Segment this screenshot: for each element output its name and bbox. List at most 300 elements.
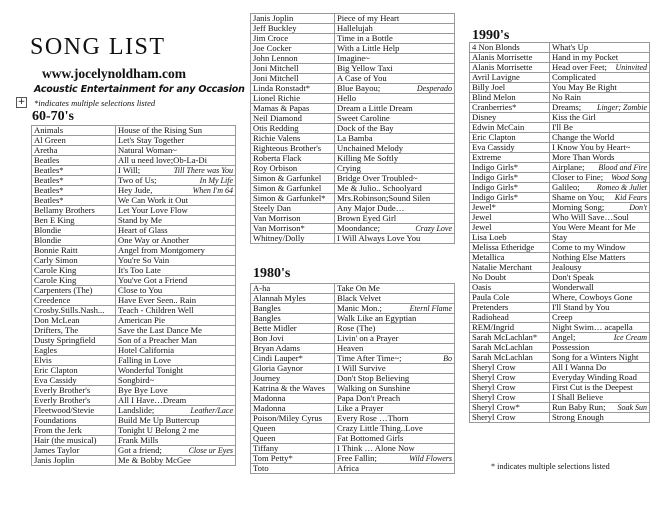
- song-row: [470, 373, 650, 383]
- song-row: [32, 406, 236, 416]
- song-row: [251, 34, 455, 44]
- artist-cell: Indigo Girls*: [470, 183, 550, 193]
- artist-cell: Pretenders: [470, 303, 550, 313]
- song-row: [470, 363, 650, 373]
- song-row: [251, 134, 455, 144]
- artist-cell: Everly Brother's: [32, 396, 116, 406]
- alt-song-title: Eternl Flame: [409, 304, 452, 313]
- artist-cell: Madonna: [251, 394, 335, 404]
- song-cell: Stay: [550, 233, 650, 243]
- song-row: [470, 353, 650, 363]
- song-cell: Hotel California: [116, 346, 236, 356]
- tagline: Acoustic Entertainment for any Occasion: [34, 84, 245, 95]
- artist-cell: John Lennon: [251, 54, 335, 64]
- alt-song-title: Linger; Zombie: [597, 103, 647, 112]
- artist-cell: Cindi Lauper*: [251, 354, 335, 364]
- song-cell: Any Major Dude…: [335, 204, 455, 214]
- song-cell: Song for a Winters Night: [550, 353, 650, 363]
- artist-cell: No Doubt: [470, 273, 550, 283]
- artist-cell: Melissa Etheridge: [470, 243, 550, 253]
- artist-cell: Joni Mitchell: [251, 74, 335, 84]
- song-row: [470, 193, 650, 203]
- song-row: [251, 224, 455, 234]
- song-row: [32, 196, 236, 206]
- song-title: Galileo;: [552, 182, 580, 192]
- song-cell: All I Have…Dream: [116, 396, 236, 406]
- song-row: [32, 426, 236, 436]
- artist-cell: Eric Clapton: [32, 366, 116, 376]
- song-cell: I Will Survive: [335, 364, 455, 374]
- song-cell: Bye Bye Love: [116, 386, 236, 396]
- song-cell: Wonderwall: [550, 283, 650, 293]
- artist-cell: Sheryl Crow: [470, 383, 550, 393]
- artist-cell: Tiffany: [251, 444, 335, 454]
- song-row: [251, 424, 455, 434]
- song-row: [470, 313, 650, 323]
- song-table-60-70s-continued: [250, 13, 455, 244]
- song-row: [32, 286, 236, 296]
- artist-cell: Tom Petty*: [251, 454, 335, 464]
- artist-cell: Whitney/Dolly: [251, 234, 335, 244]
- song-row: [470, 73, 650, 83]
- artist-cell: Sheryl Crow: [470, 363, 550, 373]
- song-cell: Son of a Preacher Man: [116, 336, 236, 346]
- artist-cell: A-ha: [251, 284, 335, 294]
- song-cell: Africa: [335, 464, 455, 474]
- website-url[interactable]: www.jocelynoldham.com: [42, 66, 186, 81]
- artist-cell: Simon & Garfunkel: [251, 174, 335, 184]
- song-cell: With a Little Help: [335, 44, 455, 54]
- song-row: [470, 403, 650, 413]
- song-cell: Don't Speak: [550, 273, 650, 283]
- song-row: [470, 233, 650, 243]
- song-cell: You're So Vain: [116, 256, 236, 266]
- song-row: [32, 346, 236, 356]
- alt-song-title: Kid Fears: [614, 193, 647, 202]
- expand-icon[interactable]: +: [17, 97, 26, 107]
- song-row: [251, 74, 455, 84]
- song-row: [251, 454, 455, 464]
- song-row: [251, 284, 455, 294]
- song-row: [251, 374, 455, 384]
- artist-cell: Poison/Miley Cyrus: [251, 414, 335, 424]
- alt-song-title: Wild Flowers: [409, 454, 452, 463]
- song-cell: Angel from Montgomery: [116, 246, 236, 256]
- song-cell: All u need love;Ob-La-Di: [116, 156, 236, 166]
- artist-cell: Righteous Brother's: [251, 144, 335, 154]
- song-cell: Crying: [335, 164, 455, 174]
- alt-song-title: Blood and Fire: [598, 163, 647, 172]
- artist-cell: REM/Ingrid: [470, 323, 550, 333]
- artist-cell: Don McLean: [32, 316, 116, 326]
- song-row: [470, 143, 650, 153]
- song-row: [470, 93, 650, 103]
- artist-cell: Alannah Myles: [251, 294, 335, 304]
- song-row: [251, 364, 455, 374]
- song-cell: [335, 224, 455, 234]
- song-cell: Tonight U Belong 2 me: [116, 426, 236, 436]
- artist-cell: Ben E King: [32, 216, 116, 226]
- song-cell: Natural Woman~: [116, 146, 236, 156]
- song-row: [470, 263, 650, 273]
- artist-cell: Van Morrison: [251, 214, 335, 224]
- song-title: Time After Time~;: [337, 353, 402, 363]
- song-row: [251, 124, 455, 134]
- song-row: [251, 64, 455, 74]
- song-row: [470, 113, 650, 123]
- song-cell: Rose (The): [335, 324, 455, 334]
- artist-cell: Jewel: [470, 223, 550, 233]
- song-cell: You May Be Right: [550, 83, 650, 93]
- song-row: [251, 184, 455, 194]
- song-title: Free Fallin;: [337, 453, 377, 463]
- artist-cell: Carly Simon: [32, 256, 116, 266]
- artist-cell: Janis Joplin: [251, 14, 335, 24]
- song-cell: Creep: [550, 313, 650, 323]
- song-row: [470, 303, 650, 313]
- artist-cell: Creedence: [32, 296, 116, 306]
- artist-cell: Indigo Girls*: [470, 193, 550, 203]
- song-cell: What's Up: [550, 43, 650, 53]
- song-cell: Close to You: [116, 286, 236, 296]
- artist-cell: Eva Cassidy: [32, 376, 116, 386]
- song-cell: [550, 103, 650, 113]
- song-table-1990s: [469, 42, 650, 423]
- song-cell: Me & Julio.. Schoolyard: [335, 184, 455, 194]
- song-row: [470, 343, 650, 353]
- song-title: I Will;: [118, 165, 141, 175]
- artist-cell: Elvis: [32, 356, 116, 366]
- song-cell: [550, 203, 650, 213]
- song-cell: [116, 446, 236, 456]
- song-cell: Hand in my Pocket: [550, 53, 650, 63]
- song-row: [470, 123, 650, 133]
- artist-cell: Sarah McLachlan: [470, 343, 550, 353]
- song-row: [32, 296, 236, 306]
- song-cell: [116, 186, 236, 196]
- artist-cell: Alanis Morrisette: [470, 63, 550, 73]
- song-cell: I Will Always Love You: [335, 234, 455, 244]
- artist-cell: Katrina & the Waves: [251, 384, 335, 394]
- song-cell: [550, 163, 650, 173]
- artist-cell: Queen: [251, 424, 335, 434]
- song-cell: Build Me Up Buttercup: [116, 416, 236, 426]
- song-row: [470, 223, 650, 233]
- song-cell: You Were Meant for Me: [550, 223, 650, 233]
- song-row: [32, 366, 236, 376]
- song-row: [251, 104, 455, 114]
- song-cell: Where, Cowboys Gone: [550, 293, 650, 303]
- song-row: [470, 393, 650, 403]
- artist-cell: Dusty Springfield: [32, 336, 116, 346]
- song-cell: Let's Stay Together: [116, 136, 236, 146]
- song-row: [470, 83, 650, 93]
- song-row: [32, 416, 236, 426]
- song-row: [251, 394, 455, 404]
- song-row: [251, 54, 455, 64]
- song-row: [32, 126, 236, 136]
- alt-song-title: When I'm 64: [192, 186, 233, 195]
- artist-cell: Indigo Girls*: [470, 163, 550, 173]
- song-row: [32, 256, 236, 266]
- artist-cell: 4 Non Blonds: [470, 43, 550, 53]
- song-cell: Have Ever Seen.. Rain: [116, 296, 236, 306]
- song-cell: A Case of You: [335, 74, 455, 84]
- song-cell: Mrs.Robinson;Sound Silen: [335, 194, 455, 204]
- artist-cell: Bangles: [251, 304, 335, 314]
- artist-cell: Extreme: [470, 153, 550, 163]
- artist-cell: Joni Mitchell: [251, 64, 335, 74]
- artist-cell: Lisa Loeb: [470, 233, 550, 243]
- song-row: [470, 43, 650, 53]
- song-cell: Let Your Love Flow: [116, 206, 236, 216]
- song-row: [32, 146, 236, 156]
- artist-cell: Bonnie Raitt: [32, 246, 116, 256]
- song-cell: Come to my Window: [550, 243, 650, 253]
- artist-cell: Metallica: [470, 253, 550, 263]
- song-row: [251, 414, 455, 424]
- song-cell: Imagine~: [335, 54, 455, 64]
- artist-cell: Jeff Buckley: [251, 24, 335, 34]
- song-row: [32, 276, 236, 286]
- artist-cell: Crosby.Stills.Nash...: [32, 306, 116, 316]
- artist-cell: Blondie: [32, 236, 116, 246]
- song-row: [470, 243, 650, 253]
- artist-cell: Natalie Merchant: [470, 263, 550, 273]
- song-cell: [116, 166, 236, 176]
- artist-cell: Queen: [251, 434, 335, 444]
- artist-cell: Foundations: [32, 416, 116, 426]
- song-row: [32, 436, 236, 446]
- song-cell: We Can Work it Out: [116, 196, 236, 206]
- song-cell: [335, 354, 455, 364]
- artist-cell: Janis Joplin: [32, 456, 116, 466]
- artist-cell: Mamas & Papas: [251, 104, 335, 114]
- artist-cell: Roy Orbison: [251, 164, 335, 174]
- artist-cell: James Taylor: [32, 446, 116, 456]
- artist-cell: Edwin McCain: [470, 123, 550, 133]
- song-row: [470, 413, 650, 423]
- song-row: [32, 326, 236, 336]
- song-row: [470, 273, 650, 283]
- song-cell: I Know You by Heart~: [550, 143, 650, 153]
- song-cell: Heaven: [335, 344, 455, 354]
- song-title: Hey Jude,: [118, 185, 153, 195]
- artist-cell: Sarah McLachlan: [470, 353, 550, 363]
- artist-cell: Jim Croce: [251, 34, 335, 44]
- artist-cell: Simon & Garfunkel*: [251, 194, 335, 204]
- artist-cell: Otis Redding: [251, 124, 335, 134]
- artist-cell: Blondie: [32, 226, 116, 236]
- artist-cell: Paula Cole: [470, 293, 550, 303]
- song-row: [251, 444, 455, 454]
- song-cell: It's Too Late: [116, 266, 236, 276]
- song-row: [32, 266, 236, 276]
- song-row: [32, 306, 236, 316]
- artist-cell: Drifters, The: [32, 326, 116, 336]
- artist-cell: Gloria Gaynor: [251, 364, 335, 374]
- song-row: [470, 163, 650, 173]
- song-title: Run Baby Run;: [552, 402, 606, 412]
- song-cell: Complicated: [550, 73, 650, 83]
- song-row: [251, 404, 455, 414]
- song-title: Closer to Fine;: [552, 172, 604, 182]
- alt-song-title: In My Life: [199, 176, 233, 185]
- song-cell: Songbird~: [116, 376, 236, 386]
- alt-song-title: Leather/Lace: [190, 406, 233, 415]
- song-row: [251, 94, 455, 104]
- footer-note: * indicates multiple selections listed: [491, 462, 610, 471]
- artist-cell: Cranberries*: [470, 103, 550, 113]
- song-cell: Heart of Glass: [116, 226, 236, 236]
- song-cell: [550, 403, 650, 413]
- alt-song-title: Desperado: [416, 84, 452, 93]
- song-row: [470, 293, 650, 303]
- song-cell: [335, 304, 455, 314]
- song-table-1980s: [250, 283, 455, 474]
- artist-cell: Indigo Girls*: [470, 173, 550, 183]
- song-row: [32, 356, 236, 366]
- song-row: [470, 323, 650, 333]
- song-cell: [550, 183, 650, 193]
- song-row: [251, 164, 455, 174]
- song-row: [32, 396, 236, 406]
- song-row: [470, 283, 650, 293]
- song-cell: Night Swim… acapella: [550, 323, 650, 333]
- song-cell: Killing Me Softly: [335, 154, 455, 164]
- song-cell: Change the World: [550, 133, 650, 143]
- artist-cell: Bryan Adams: [251, 344, 335, 354]
- artist-cell: Journey: [251, 374, 335, 384]
- song-row: [251, 84, 455, 94]
- song-row: [251, 304, 455, 314]
- artist-cell: Jewel*: [470, 203, 550, 213]
- song-row: [470, 203, 650, 213]
- artist-cell: Beatles*: [32, 186, 116, 196]
- song-title: Head over Feet;: [552, 62, 607, 72]
- song-cell: Unchained Melody: [335, 144, 455, 154]
- song-row: [251, 294, 455, 304]
- song-table-60-70s: [31, 125, 236, 466]
- song-row: [251, 344, 455, 354]
- song-row: [251, 314, 455, 324]
- alt-song-title: Ice Cream: [613, 333, 647, 342]
- song-cell: Me & Bobby McGee: [116, 456, 236, 466]
- artist-cell: Sheryl Crow: [470, 413, 550, 423]
- song-cell: [550, 333, 650, 343]
- artist-cell: Bellamy Brothers: [32, 206, 116, 216]
- song-title: Airplane;: [552, 162, 585, 172]
- artist-cell: Bon Jovi: [251, 334, 335, 344]
- song-row: [32, 246, 236, 256]
- song-title: Landslide;: [118, 405, 155, 415]
- song-cell: Walking on Sunshine: [335, 384, 455, 394]
- song-row: [251, 434, 455, 444]
- song-cell: [116, 406, 236, 416]
- song-cell: Dock of the Bay: [335, 124, 455, 134]
- song-row: [470, 383, 650, 393]
- artist-cell: Aretha: [32, 146, 116, 156]
- song-cell: [550, 63, 650, 73]
- song-row: [32, 336, 236, 346]
- alt-song-title: Romeo & Juliet: [596, 183, 647, 192]
- song-cell: Frank Mills: [116, 436, 236, 446]
- song-row: [251, 324, 455, 334]
- song-title: Angel;: [552, 332, 576, 342]
- song-cell: I Shall Believe: [550, 393, 650, 403]
- song-cell: Dream a Little Dream: [335, 104, 455, 114]
- song-row: [32, 166, 236, 176]
- song-cell: Walk Like an Egyptian: [335, 314, 455, 324]
- song-cell: [335, 454, 455, 464]
- artist-cell: Oasis: [470, 283, 550, 293]
- song-row: [251, 114, 455, 124]
- song-cell: Brown Eyed Girl: [335, 214, 455, 224]
- song-title: Two of Us;: [118, 175, 157, 185]
- song-cell: Strong Enough: [550, 413, 650, 423]
- multiple-selections-note: *indicates multiple selections listed: [34, 98, 156, 108]
- song-row: [32, 226, 236, 236]
- artist-cell: Everly Brother's: [32, 386, 116, 396]
- song-cell: Take On Me: [335, 284, 455, 294]
- song-cell: All I Wanna Do: [550, 363, 650, 373]
- alt-song-title: Soak Sun: [617, 403, 647, 412]
- artist-cell: Lionel Richie: [251, 94, 335, 104]
- song-cell: Possession: [550, 343, 650, 353]
- song-row: [32, 446, 236, 456]
- song-title: Manic Mon.;: [337, 303, 382, 313]
- song-cell: [550, 173, 650, 183]
- song-cell: American Pie: [116, 316, 236, 326]
- song-cell: [335, 84, 455, 94]
- artist-cell: Eagles: [32, 346, 116, 356]
- song-row: [470, 253, 650, 263]
- song-cell: Sweet Caroline: [335, 114, 455, 124]
- song-cell: Who Will Save…Soul: [550, 213, 650, 223]
- song-row: [32, 456, 236, 466]
- song-cell: La Bamba: [335, 134, 455, 144]
- song-row: [470, 173, 650, 183]
- song-row: [251, 154, 455, 164]
- song-cell: [116, 176, 236, 186]
- artist-cell: Disney: [470, 113, 550, 123]
- song-row: [32, 156, 236, 166]
- artist-cell: Sarah McLachlan*: [470, 333, 550, 343]
- song-cell: I Think … Alone Now: [335, 444, 455, 454]
- artist-cell: Radiohead: [470, 313, 550, 323]
- song-cell: Falling in Love: [116, 356, 236, 366]
- song-row: [32, 186, 236, 196]
- song-cell: Papa Don't Preach: [335, 394, 455, 404]
- song-row: [251, 334, 455, 344]
- song-row: [251, 464, 455, 474]
- artist-cell: Madonna: [251, 404, 335, 414]
- song-cell: Kiss the Girl: [550, 113, 650, 123]
- song-title: Blue Bayou;: [337, 83, 381, 93]
- artist-cell: Roberta Flack: [251, 154, 335, 164]
- song-cell: I'll Stand by You: [550, 303, 650, 313]
- artist-cell: Linda Ronstadt*: [251, 84, 335, 94]
- section-1980s-heading: 1980's: [253, 266, 291, 281]
- page-title: SONG LIST: [30, 34, 166, 60]
- song-title: Moondance;: [337, 223, 380, 233]
- song-cell: Jealousy: [550, 263, 650, 273]
- song-cell: Black Velvet: [335, 294, 455, 304]
- song-row: [470, 53, 650, 63]
- song-cell: One Way or Another: [116, 236, 236, 246]
- song-row: [470, 213, 650, 223]
- song-row: [32, 316, 236, 326]
